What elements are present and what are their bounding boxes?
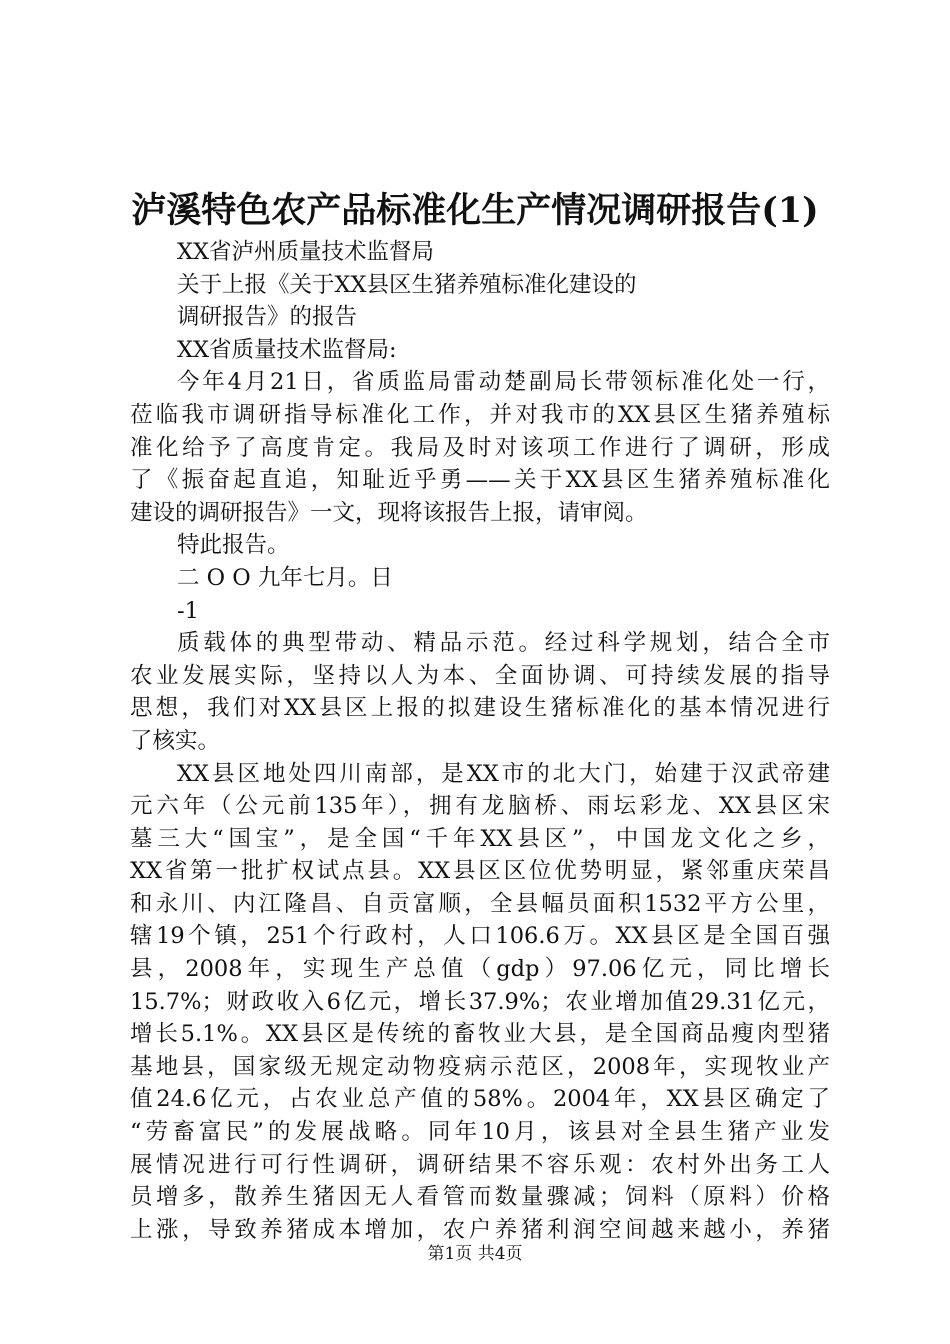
text-line: 建设的调研报告》一文，现将该报告上报，请审阅。	[130, 499, 648, 526]
text-line: 墓三大“国宝”，是全国“千年XX县区”，中国龙文化之乡，	[130, 825, 830, 852]
text-line: 今年4月21日，省质监局雷动楚副局长带领标准化处一行，	[177, 369, 830, 396]
text-line: 15.7%；财政收入6亿元，增长37.9%；农业增加值29.31亿元，	[130, 988, 830, 1015]
page-footer: 第1页 共4页	[427, 1244, 523, 1264]
text-line: 准化给予了高度肯定。我局及时对该项工作进行了调研，形成	[130, 434, 830, 461]
document-body	[130, 236, 830, 1246]
text-line: 了核实。	[130, 727, 221, 754]
text-line: 值24.6亿元，占农业总产值的58%。2004年，XX县区确定了	[130, 1086, 830, 1113]
text-line: “劳畜富民”的发展战略。同年10月，该县对全县生猪产业发	[130, 1119, 830, 1146]
text-line: 莅临我市调研指导标准化工作，并对我市的XX县区生猪养殖标	[130, 401, 830, 428]
text-line: 基地县，国家级无规定动物疫病示范区，2008年，实现牧业产	[130, 1053, 830, 1080]
text-line: 农业发展实际，坚持以人为本、全面协调、可持续发展的指导	[130, 662, 830, 689]
text-line: XX省泸州质量技术监督局	[177, 239, 435, 265]
text-line: -1	[177, 597, 199, 624]
text-line: 思想，我们对XX县区上报的拟建设生猪标准化的基本情况进行	[130, 695, 830, 722]
text-line: 关于上报《关于XX县区生猪养殖标准化建设的	[177, 271, 637, 298]
text-line: 上涨，导致养猪成本增加，农户养猪利润空间越来越小，养猪	[130, 1216, 830, 1243]
text-line: XX省第一批扩权试点县。XX县区区位优势明显，紧邻重庆荣昌	[130, 858, 830, 885]
text-line: 辖19个镇，251个行政村，人口106.6万。XX县区是全国百强	[130, 923, 830, 950]
text-line: 增长5.1%。XX县区是传统的畜牧业大县，是全国商品瘦肉型猪	[130, 1021, 830, 1048]
text-line: 二 O O 九年七月。日	[177, 564, 393, 591]
text-line: 特此报告。	[177, 532, 290, 559]
text-line: 质载体的典型带动、精品示范。经过科学规划，结合全市	[177, 630, 830, 657]
text-line: 和永川、内江隆昌、自贡富顺，全县幅员面积1532平方公里，	[130, 890, 830, 917]
text-line: 展情况进行可行性调研，调研结果不容乐观：农村外出务工人	[130, 1151, 830, 1178]
text-line: 了《振奋起直追，知耻近乎勇——关于XX县区生猪养殖标准化	[130, 467, 830, 494]
document-title: 泸溪特色农产品标准化生产情况调研报告(1)	[131, 190, 819, 231]
text-line: 元六年（公元前135年），拥有龙脑桥、雨坛彩龙、XX县区宋	[130, 793, 830, 820]
text-line: 调研报告》的报告	[177, 304, 358, 331]
text-line: XX省质量技术监督局:	[177, 336, 397, 363]
text-line: 员增多，散养生猪因无人看管而数量骤减；饲料（原料）价格	[130, 1184, 830, 1211]
text-line: XX县区地处四川南部，是XX市的北大门，始建于汉武帝建	[177, 760, 830, 787]
text-line: 县，2008年，实现生产总值（gdp）97.06亿元，同比增长	[130, 956, 830, 983]
